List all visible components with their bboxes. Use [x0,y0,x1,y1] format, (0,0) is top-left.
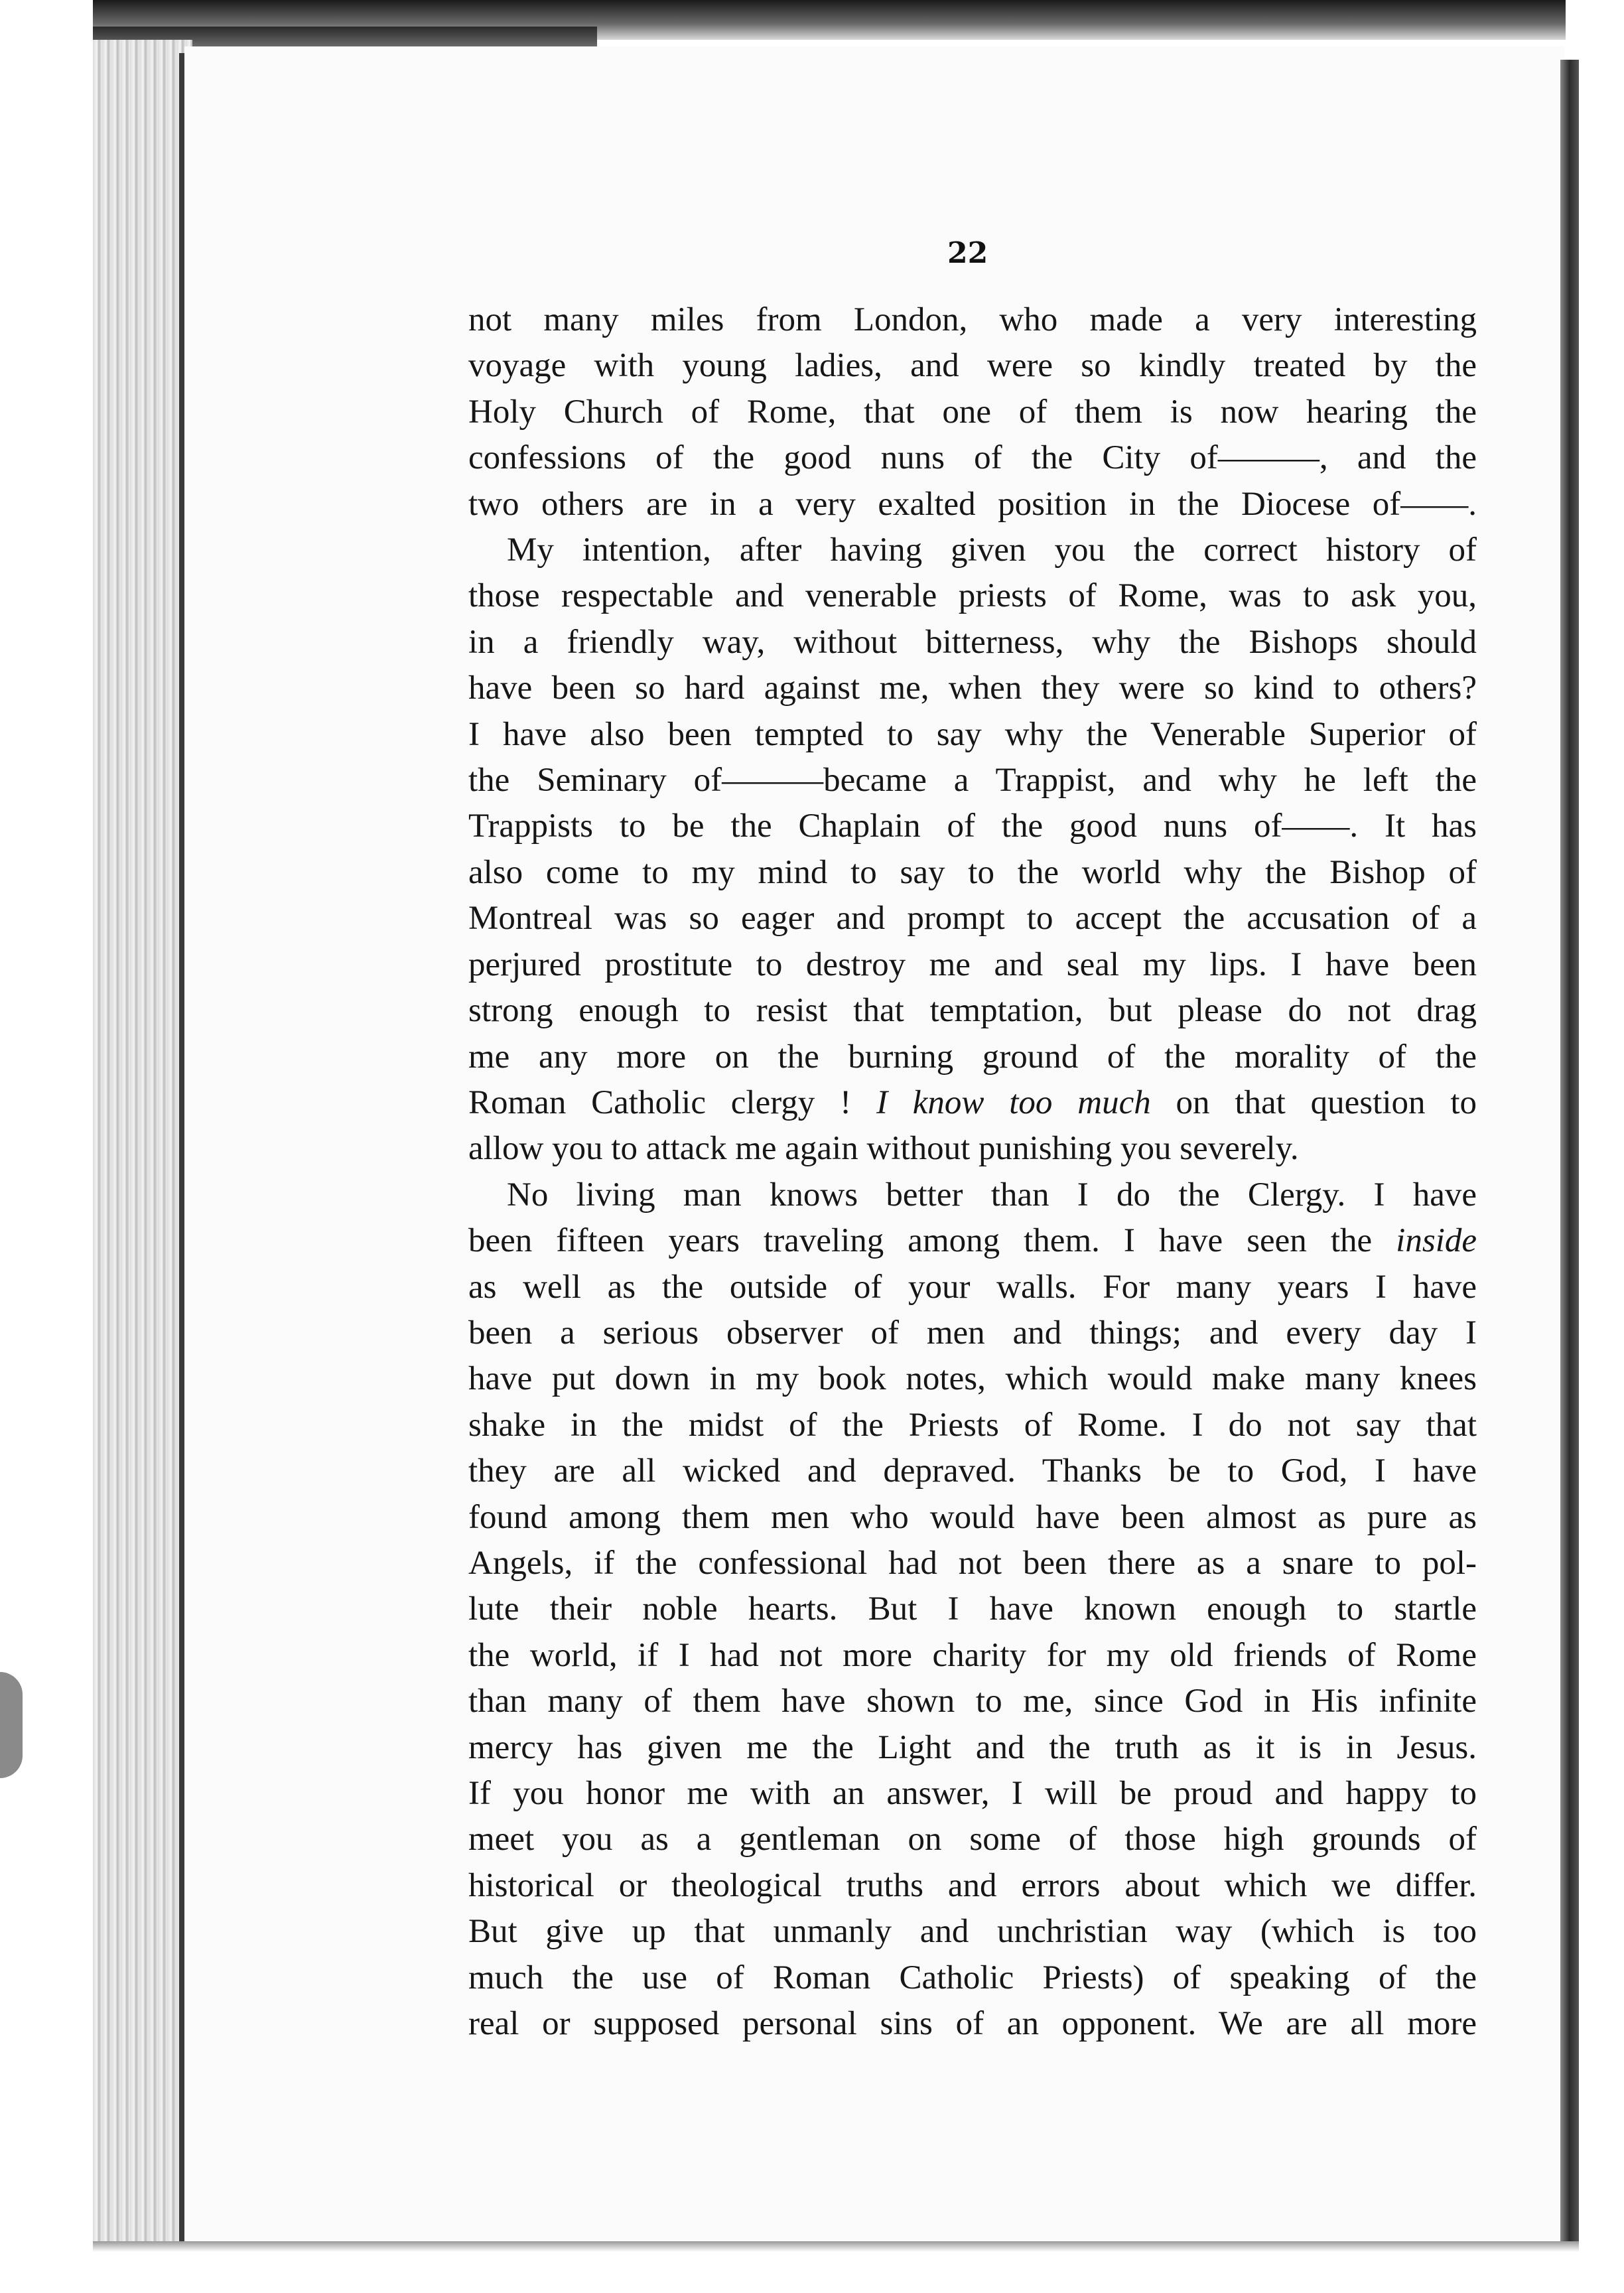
text-line: they are all wicked and depraved. Thanks be to God, I have [468,1452,1477,1490]
text-line: My intention, after having given you the correct history of [507,531,1477,569]
text-line: also come to my mind to say to the world why the Bishop of [468,853,1477,891]
text-line: mercy has given me the Light and the truth as it is in Jesus. [468,1728,1477,1766]
text-line: found among them men who would have been almost as pure as [468,1498,1477,1536]
text-line: strong enough to resist that temptation, but please do not drag [468,992,1477,1030]
text-line: But give up that unmanly and unchristian way (which is too [468,1913,1477,1951]
text-line: meet you as a gentleman on some of those high grounds of [468,1821,1477,1858]
text-line: I have also been tempted to say why the Venerable Superior of [468,715,1477,753]
text-line: Angels, if the confessional had not been there as a snare to pol- [468,1544,1477,1582]
text-line-with-italic [468,1080,1477,1126]
text-line-with-italic [468,1218,1477,1264]
paragraph-1 [468,297,1477,527]
text-line: the Seminary of———became a Trappist, and why he left the [468,762,1477,799]
text-line: have put down in my book notes, which would make many knees [468,1360,1477,1398]
text-line: historical or theological truths and errors about which we differ. [468,1866,1477,1904]
page-stack-border [179,53,184,2243]
text-line: If you honor me with an answer, I will be proud and happy to [468,1775,1477,1812]
text-line: confessions of the good nuns of the City of———, and the [468,439,1477,477]
text-line: me any more on the burning ground of the morality of the [468,1038,1477,1076]
scan-artifact [0,1672,23,1778]
paragraph-3 [468,1172,1477,2048]
text-run: been fifteen years traveling among them. I have seen the [468,1222,1396,1260]
text-line: in a friendly way, without bitterness, why the Bishops should [468,623,1477,661]
text-line: been a serious observer of men and things; and every day I [468,1314,1477,1352]
text-line: those respectable and venerable priests of Rome, was to ask you, [468,577,1477,615]
text-line: No living man knows better than I do the Clergy. I have [507,1176,1477,1214]
text-line: have been so hard against me, when they were so kind to others? [468,669,1477,707]
text-line: two others are in a very exalted position in the Diocese of——. [468,485,1477,523]
italic-emphasis: I know too much [876,1083,1151,1121]
page-stack-edges [93,40,192,2243]
page-number: 22 [947,236,988,270]
italic-emphasis: inside [1396,1222,1477,1260]
text-line: Montreal was so eager and prompt to accept the accusation of a [468,900,1477,938]
text-run: Roman Catholic clergy ! [468,1083,876,1121]
text-line: perjured prostitute to destroy me and seal my lips. I have been [468,945,1477,983]
text-line: as well as the outside of your walls. For many years I have [468,1268,1477,1306]
text-line: the world, if I had not more charity for my old friends of Rome [468,1636,1477,1674]
text-line: much the use of Roman Catholic Priests) of speaking of the [468,1959,1477,1996]
text-line: lute their noble hearts. But I have known enough to startle [468,1590,1477,1628]
text-line: not many miles from London, who made a very interesting [468,301,1477,338]
text-line: shake in the midst of the Priests of Rome. I do not say that [468,1406,1477,1444]
text-line: than many of them have shown to me, since God in His infinite [468,1683,1477,1720]
page-bottom-shadow [93,2241,1579,2252]
text-line: real or supposed personal sins of an opponent. We are all more [468,2005,1477,2043]
paragraph-2 [468,527,1477,1172]
text-run: on that question to [1150,1083,1477,1121]
text-line: Holy Church of Rome, that one of them is now hearing the [468,393,1477,431]
text-line: allow you to attack me again without punishing you severely. [468,1130,1299,1168]
page-right-shadow [1560,60,1579,2243]
text-line: voyage with young ladies, and were so kindly treated by the [468,347,1477,385]
body-text [468,297,1477,2047]
text-line: Trappists to be the Chaplain of the good nuns of——. It has [468,807,1477,845]
